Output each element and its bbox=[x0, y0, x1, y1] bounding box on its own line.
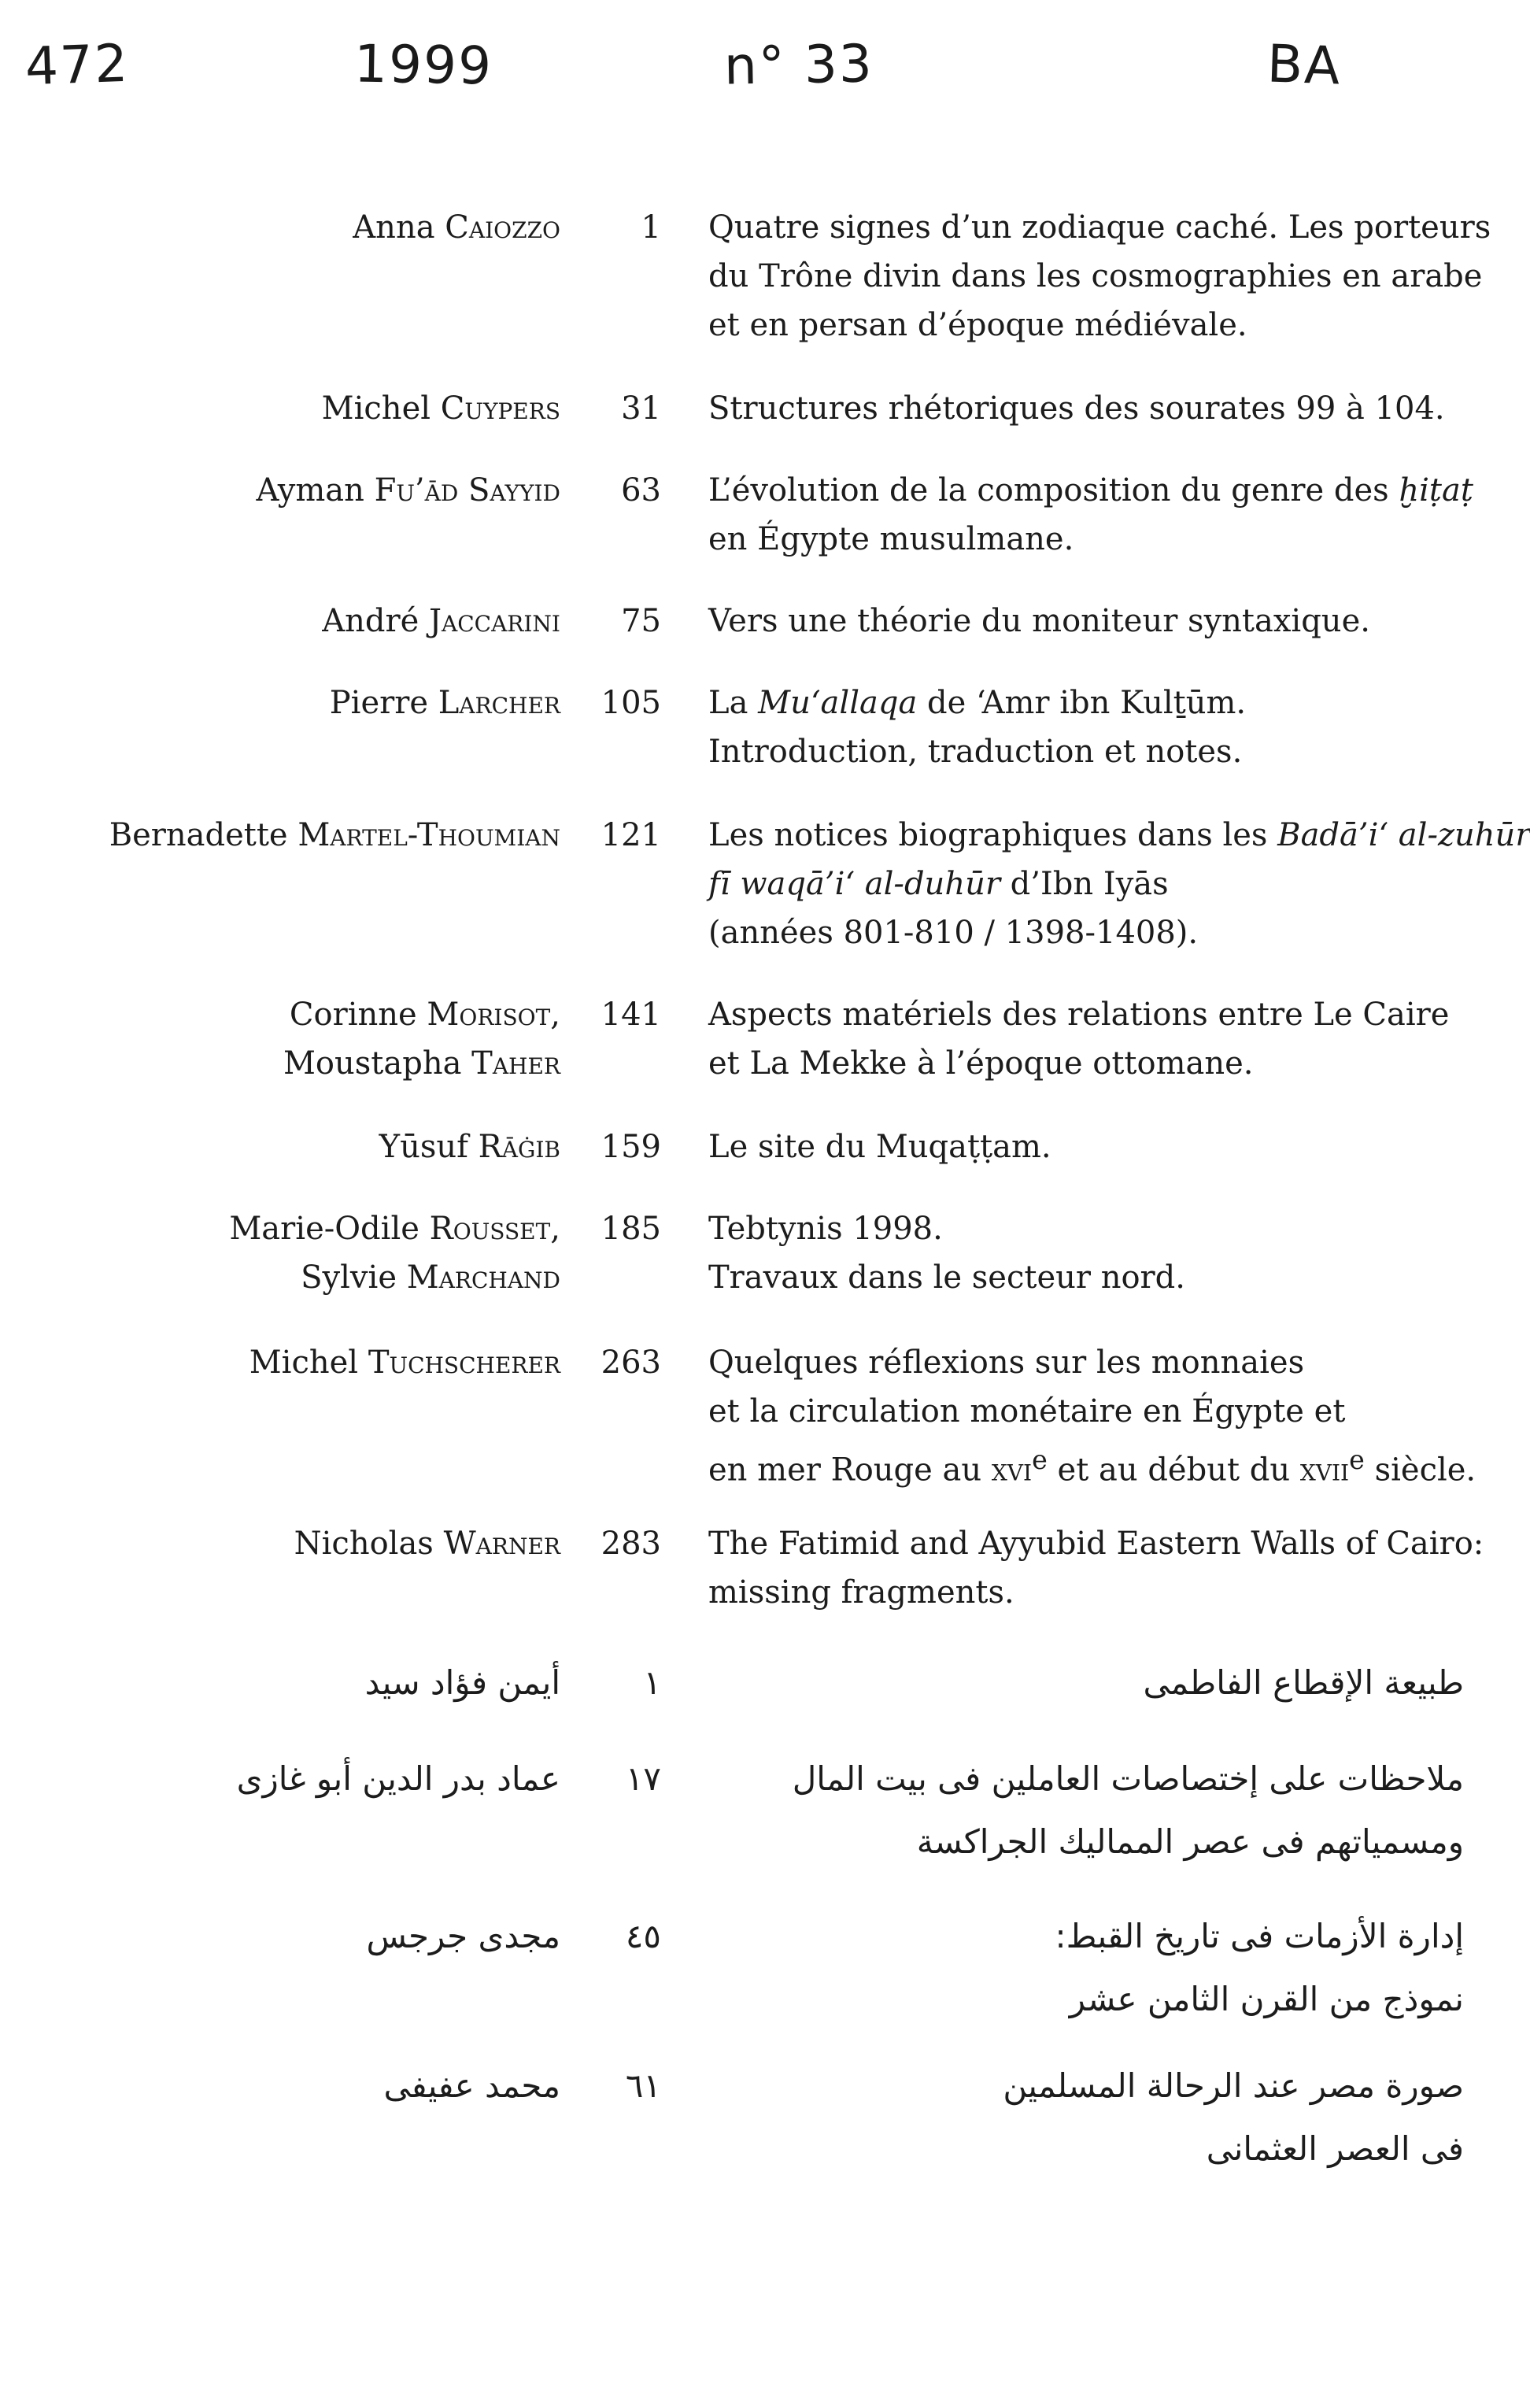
entry-author: André Jaccarini bbox=[322, 603, 560, 639]
handwritten-issue-number: n° 33 bbox=[723, 33, 874, 97]
entry-author: عماد بدر الدين أبو غازى bbox=[236, 1759, 560, 1798]
entry-page-number: 283 bbox=[601, 1526, 661, 1562]
entry-author: مجدى جرجس bbox=[366, 1917, 560, 1955]
handwritten-code: BA bbox=[1266, 33, 1343, 97]
entry-page-number: ١٧ bbox=[625, 1759, 661, 1798]
entry-title: Tebtynis 1998. Travaux dans le secteur nord. bbox=[708, 1211, 1185, 1296]
entry-author: Marie-Odile Rousset, Sylvie Marchand bbox=[229, 1211, 560, 1296]
entry-author: Bernadette Martel-Thoumian bbox=[109, 817, 560, 853]
entry-title: L’évolution de la composition du genre des ḫiṭaṭ en Égypte musulmane. bbox=[708, 472, 1473, 557]
entry-page-number: 121 bbox=[601, 817, 661, 853]
entry-page-number: ٦١ bbox=[625, 2066, 661, 2105]
entry-title: La Mu‘allaqa de ‘Amr ibn Kulṯūm. Introduction, traduction et notes. bbox=[708, 685, 1247, 770]
entry-title: Quelques réflexions sur les monnaies et la circulation monétaire en Égypte et en mer Rouge au xvi$^e$ et au début du xvii$^e$ siècle. bbox=[708, 1345, 1476, 1489]
entry-page-number: 141 bbox=[601, 997, 661, 1033]
entry-page-number: 63 bbox=[621, 472, 661, 509]
entry-page-number: 105 bbox=[601, 685, 661, 721]
entry-title: Le site du Muqaṭṭam. bbox=[708, 1129, 1051, 1165]
entry-page-number: 31 bbox=[621, 390, 661, 427]
entry-author: Corinne Morisot, Moustapha Taher bbox=[283, 997, 560, 1082]
entry-page-number: 1 bbox=[641, 209, 661, 246]
entry-title: طبيعة الإقطاع الفاطمى bbox=[1143, 1663, 1464, 1702]
entry-title: The Fatimid and Ayyubid Eastern Walls of Cairo: missing fragments. bbox=[708, 1526, 1484, 1611]
entry-title: صورة مصر عند الرحالة المسلمين فى العصر العثمانى bbox=[1003, 2066, 1464, 2168]
entry-title: Structures rhétoriques des sourates 99 à 104. bbox=[708, 390, 1445, 427]
entry-author: Ayman Fu’ād Sayyid bbox=[256, 472, 560, 509]
handwritten-year: 1999 bbox=[353, 33, 493, 97]
entry-page-number: 159 bbox=[601, 1129, 661, 1165]
entry-title: إدارة الأزمات فى تاريخ القبط: نموذج من القرن الثامن عشر bbox=[1055, 1917, 1464, 2018]
entry-author: Michel Cuypers bbox=[321, 390, 560, 427]
entry-author: Pierre Larcher bbox=[329, 685, 560, 721]
entry-page-number: ١ bbox=[643, 1663, 661, 1702]
entry-author: أيمن فؤاد سيد bbox=[364, 1663, 560, 1702]
entry-page-number: 75 bbox=[621, 603, 661, 639]
entry-page-number: ٤٥ bbox=[625, 1917, 661, 1955]
entry-title: Quatre signes d’un zodiaque caché. Les porteurs du Trône divin dans les cosmographies en arabe et en persan d’époque médiévale. bbox=[708, 209, 1491, 343]
entry-page-number: 185 bbox=[601, 1211, 661, 1247]
entry-title: Aspects matériels des relations entre Le Caire et La Mekke à l’époque ottomane. bbox=[708, 997, 1450, 1082]
entry-author: Yūsuf Rāġib bbox=[379, 1129, 560, 1165]
entry-author: Michel Tuchscherer bbox=[249, 1345, 560, 1381]
entry-title: Les notices biographiques dans les Badā’i‘ al-zuhūr fī waqā’i‘ al-duhūr d’Ibn Iyās (années 801-810 / 1398-1408). bbox=[708, 817, 1530, 951]
handwritten-mark: 472 bbox=[24, 32, 131, 98]
entry-page-number: 263 bbox=[601, 1345, 661, 1381]
entry-author: Anna Caiozzo bbox=[353, 209, 560, 246]
entry-author: محمد عفيفى bbox=[383, 2066, 560, 2105]
entry-author: Nicholas Warner bbox=[294, 1526, 560, 1562]
entry-title: ملاحظات على إختصاصات العاملين فى بيت المال ومسمياتهم فى عصر المماليك الجراكسة bbox=[792, 1759, 1464, 1861]
entry-title: Vers une théorie du moniteur syntaxique. bbox=[708, 603, 1370, 639]
